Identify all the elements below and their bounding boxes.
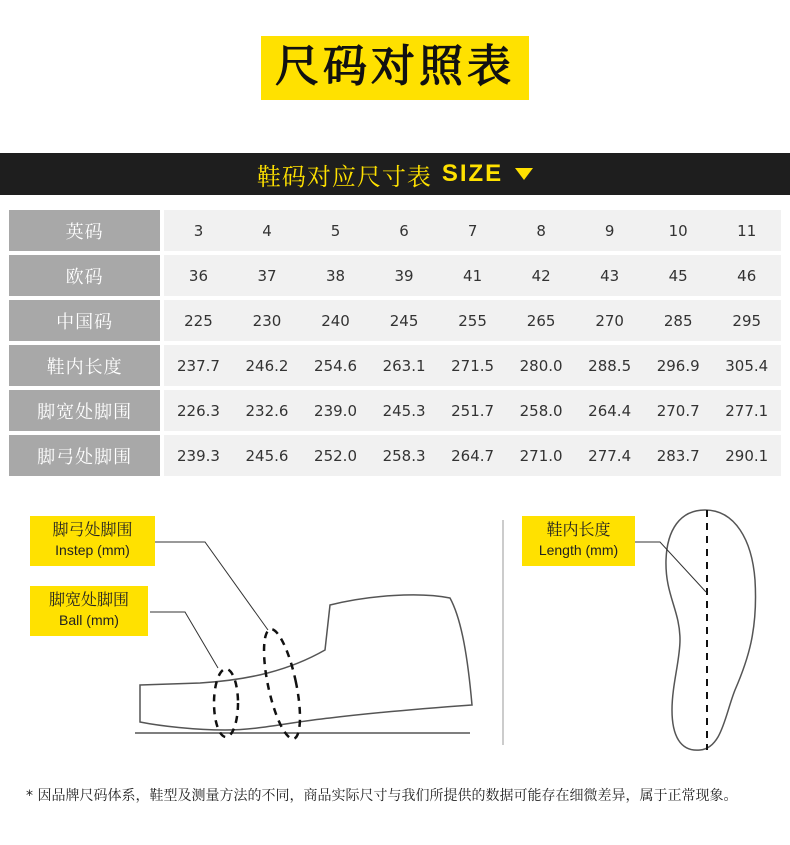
table-cell: 232.6 xyxy=(233,390,302,431)
length-label xyxy=(522,516,635,566)
title-container xyxy=(0,36,790,100)
table-cell: 245.6 xyxy=(233,435,302,476)
table-cell: 225 xyxy=(164,300,233,341)
shoe-outline xyxy=(140,595,472,730)
table-cell: 41 xyxy=(438,255,507,296)
ball-label xyxy=(30,586,148,636)
table-cell: 11 xyxy=(712,210,781,251)
ball-leader xyxy=(150,612,218,668)
banner-text: 鞋码对应尺寸表 xyxy=(256,162,432,191)
table-cell: 290.1 xyxy=(712,435,781,476)
instep-label-cn: 脚弓处脚围 xyxy=(52,520,133,539)
table-cell: 270 xyxy=(575,300,644,341)
table-cell: 239.3 xyxy=(164,435,233,476)
table-cell: 264.7 xyxy=(438,435,507,476)
table-row xyxy=(9,390,781,431)
table-cell: 270.7 xyxy=(644,390,713,431)
table-cell: 10 xyxy=(644,210,713,251)
chevron-down-icon xyxy=(515,168,533,180)
table-cell: 271.5 xyxy=(438,345,507,386)
table-row xyxy=(9,300,781,341)
page-title: 尺码对照表 xyxy=(261,36,529,100)
length-label-en: Length (mm) xyxy=(538,542,619,558)
size-banner xyxy=(0,153,790,195)
table-cell: 7 xyxy=(438,210,507,251)
row-header: 英码 xyxy=(9,210,160,251)
table-cell: 9 xyxy=(575,210,644,251)
table-cell: 45 xyxy=(644,255,713,296)
table-cell: 245 xyxy=(370,300,439,341)
instep-label-en: Instep (mm) xyxy=(55,542,130,558)
table-row xyxy=(9,210,781,251)
size-table xyxy=(9,206,781,480)
table-cell: 4 xyxy=(233,210,302,251)
table-cell: 295 xyxy=(712,300,781,341)
ball-label-cn: 脚宽处脚围 xyxy=(48,590,129,609)
banner-size-word: SIZE xyxy=(441,160,504,187)
table-cell: 5 xyxy=(301,210,370,251)
row-header: 脚弓处脚围 xyxy=(9,435,160,476)
table-cell: 263.1 xyxy=(370,345,439,386)
instep-leader xyxy=(155,542,268,630)
table-cell: 3 xyxy=(164,210,233,251)
table-cell: 240 xyxy=(301,300,370,341)
table-cell: 258.0 xyxy=(507,390,576,431)
table-cell: 283.7 xyxy=(644,435,713,476)
table-cell: 280.0 xyxy=(507,345,576,386)
table-cell: 38 xyxy=(301,255,370,296)
table-cell: 252.0 xyxy=(301,435,370,476)
table-cell: 39 xyxy=(370,255,439,296)
table-cell: 288.5 xyxy=(575,345,644,386)
table-cell: 37 xyxy=(233,255,302,296)
table-cell: 265 xyxy=(507,300,576,341)
table-cell: 246.2 xyxy=(233,345,302,386)
measurement-diagram xyxy=(0,500,790,760)
table-cell: 230 xyxy=(233,300,302,341)
length-label-cn: 鞋内长度 xyxy=(546,520,611,539)
row-header: 鞋内长度 xyxy=(9,345,160,386)
table-cell: 46 xyxy=(712,255,781,296)
table-cell: 36 xyxy=(164,255,233,296)
table-cell: 245.3 xyxy=(370,390,439,431)
table-cell: 237.7 xyxy=(164,345,233,386)
table-cell: 296.9 xyxy=(644,345,713,386)
table-cell: 42 xyxy=(507,255,576,296)
sole-outline xyxy=(666,510,756,750)
table-cell: 271.0 xyxy=(507,435,576,476)
instep-label xyxy=(30,516,155,566)
table-cell: 43 xyxy=(575,255,644,296)
table-row xyxy=(9,255,781,296)
table-cell: 277.4 xyxy=(575,435,644,476)
footnote: * 因品牌尺码体系，鞋型及测量方法的不同，商品实际尺寸与我们所提供的数据可能存在细微差异，属于正常现象。 xyxy=(26,788,738,804)
table-cell: 258.3 xyxy=(370,435,439,476)
table-cell: 264.4 xyxy=(575,390,644,431)
table-cell: 8 xyxy=(507,210,576,251)
row-header: 脚宽处脚围 xyxy=(9,390,160,431)
table-row xyxy=(9,435,781,476)
table-cell: 285 xyxy=(644,300,713,341)
row-header: 中国码 xyxy=(9,300,160,341)
table-cell: 305.4 xyxy=(712,345,781,386)
table-cell: 6 xyxy=(370,210,439,251)
table-row xyxy=(9,345,781,386)
row-header: 欧码 xyxy=(9,255,160,296)
ball-label-en: Ball (mm) xyxy=(59,612,119,628)
table-cell: 277.1 xyxy=(712,390,781,431)
table-cell: 254.6 xyxy=(301,345,370,386)
table-cell: 255 xyxy=(438,300,507,341)
table-cell: 251.7 xyxy=(438,390,507,431)
table-cell: 239.0 xyxy=(301,390,370,431)
table-cell: 226.3 xyxy=(164,390,233,431)
